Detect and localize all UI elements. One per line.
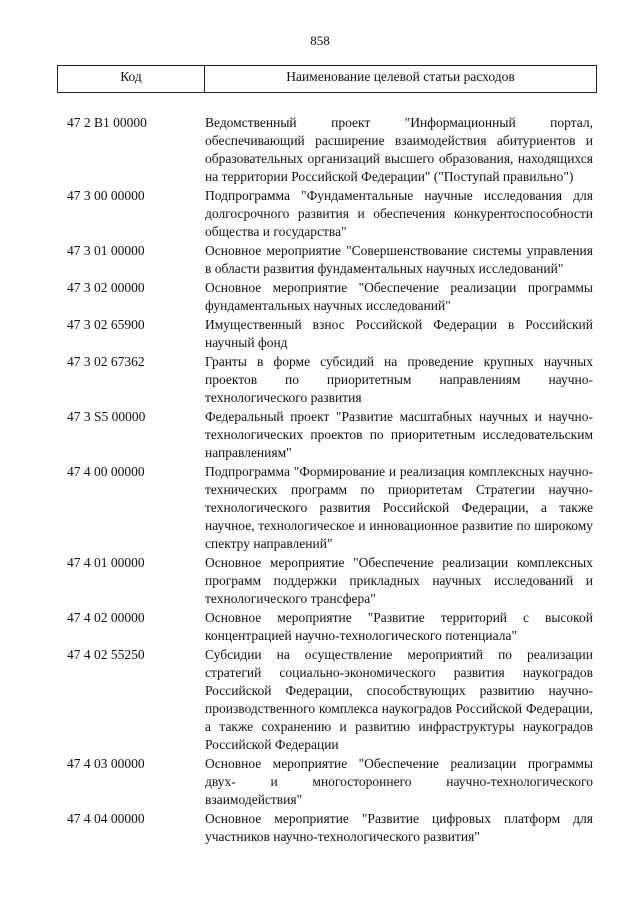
row-name: Субсидии на осуществление мероприятий по реализации стратегий социально-экономического развития наукоградов Российской Федерации, способствующих развитию научно-производственного комплекса наукоградов Российской Федерации, а также сохранению и развитию инфраструктуры наукоградов Российской Федерации [205, 647, 593, 752]
table-row [0, 408, 640, 462]
row-name: Основное мероприятие "Развитие территорий с высокой концентрацией научно-технологического потенциала" [205, 610, 593, 643]
table-header [57, 65, 597, 93]
row-name: Основное мероприятие "Обеспечение реализации программы двух- и многостороннего научно-технологического взаимодействия" [205, 756, 593, 807]
row-code: 47 4 00 00000 [67, 464, 145, 479]
header-name-column: Наименование целевой статьи расходов [286, 69, 515, 84]
row-code: 47 3 02 65900 [67, 317, 145, 332]
row-code: 47 3 02 00000 [67, 280, 145, 295]
row-code: 47 3 S5 00000 [67, 409, 146, 424]
row-name: Федеральный проект "Развитие масштабных научных и научно-технологических проектов по приоритетным исследовательским направлениям" [205, 409, 593, 460]
row-code: 47 3 02 67362 [67, 354, 145, 369]
row-name: Основное мероприятие "Обеспечение реализации комплексных программ поддержки прикладных научных исследований и технологического трансфера" [205, 555, 593, 606]
row-code: 47 3 01 00000 [67, 243, 145, 258]
row-name: Гранты в форме субсидий на проведение крупных научных проектов по приоритетным направлениям научно-технологического развития [205, 354, 593, 405]
table-row [0, 353, 640, 407]
table-row [0, 187, 640, 241]
table-row [0, 242, 640, 278]
table-row [0, 755, 640, 809]
row-name: Основное мероприятие "Совершенствование системы управления в области развития фундаментальных научных исследований" [205, 243, 593, 276]
row-code: 47 3 00 00000 [67, 188, 145, 203]
row-name: Подпрограмма "Формирование и реализация комплексных научно-технических программ по приоритетам Стратегии научно-технологического развития Российской Федерации, а также научное, технологическое и инновационное развитие по широкому спектру направлений" [205, 464, 593, 551]
row-code: 47 2 B1 00000 [67, 115, 147, 130]
table-row [0, 316, 640, 352]
row-name: Ведомственный проект "Информационный портал, обеспечивающий расширение взаимодействия абитуриентов и образовательных организаций высшего образования, находящихся на территории Российской Федерации" ("Поступай правильно") [205, 115, 593, 184]
row-name: Подпрограмма "Фундаментальные научные исследования для долгосрочного развития и обеспечения конкурентоспособности общества и государства" [205, 188, 593, 239]
row-code: 47 4 04 00000 [67, 811, 145, 826]
header-code-column: Код [58, 66, 205, 92]
row-name: Основное мероприятие "Развитие цифровых платформ для участников научно-технологического развития" [205, 811, 593, 844]
row-code: 47 4 03 00000 [67, 756, 145, 771]
row-code: 47 4 01 00000 [67, 555, 145, 570]
table-row [0, 609, 640, 645]
row-name: Основное мероприятие "Обеспечение реализации программы фундаментальных научных исследований" [205, 280, 593, 313]
row-name: Имущественный взнос Российской Федерации в Российский научный фонд [205, 317, 593, 350]
table-body [0, 114, 640, 847]
table-row [0, 554, 640, 608]
table-row [0, 646, 640, 754]
table-row [0, 810, 640, 846]
page-number: 858 [310, 33, 330, 48]
table-row [0, 279, 640, 315]
table-row [0, 114, 640, 186]
table-row [0, 463, 640, 553]
row-code: 47 4 02 00000 [67, 610, 145, 625]
row-code: 47 4 02 55250 [67, 647, 145, 662]
